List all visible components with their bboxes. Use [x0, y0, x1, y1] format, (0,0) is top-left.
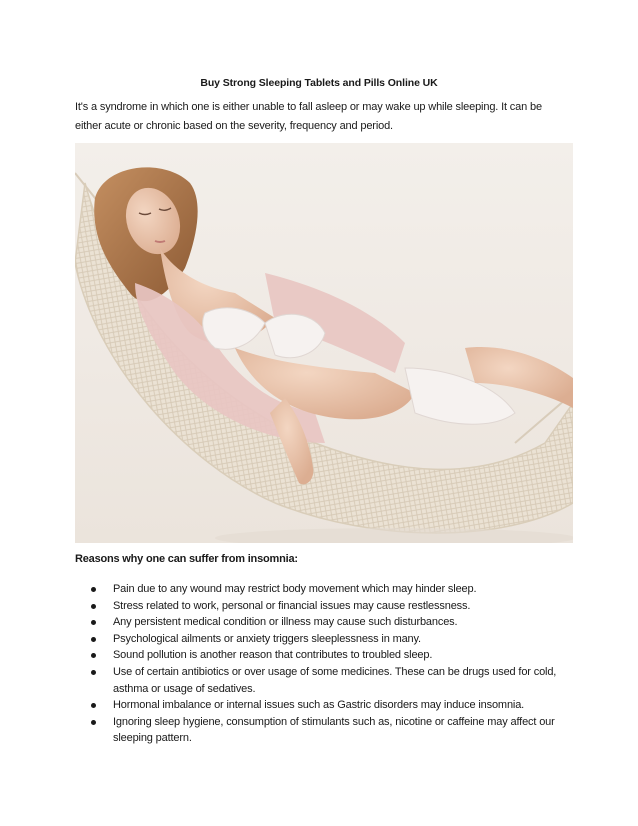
list-item: Psychological ailments or anxiety triggers sleeplessness in many. — [88, 631, 564, 648]
reasons-list — [88, 581, 564, 747]
list-item: Any persistent medical condition or illness may cause such disturbances. — [88, 614, 564, 631]
list-item: Stress related to work, personal or financial issues may cause restlessness. — [88, 598, 564, 615]
list-item: Sound pollution is another reason that contributes to troubled sleep. — [88, 647, 564, 664]
list-item: Use of certain antibiotics or over usage of some medicines. These can be drugs used for cold, asthma or usage of sedatives. — [88, 664, 564, 697]
photo-illustration — [75, 143, 573, 543]
document-title: Buy Strong Sleeping Tablets and Pills Online UK — [200, 77, 438, 89]
reasons-heading: Reasons why one can suffer from insomnia: — [75, 553, 298, 565]
list-item: Hormonal imbalance or internal issues such as Gastric disorders may induce insomnia. — [88, 697, 564, 714]
woman-sleeping-in-hammock-photo — [75, 143, 573, 543]
intro-paragraph: It's a syndrome in which one is either unable to fall asleep or may wake up while sleeping. It can be either acute or chronic based on the severity, frequency and period. — [75, 101, 542, 132]
list-item: Ignoring sleep hygiene, consumption of stimulants such as, nicotine or caffeine may affect our sleeping pattern. — [88, 714, 564, 747]
list-item: Pain due to any wound may restrict body movement which may hinder sleep. — [88, 581, 564, 598]
